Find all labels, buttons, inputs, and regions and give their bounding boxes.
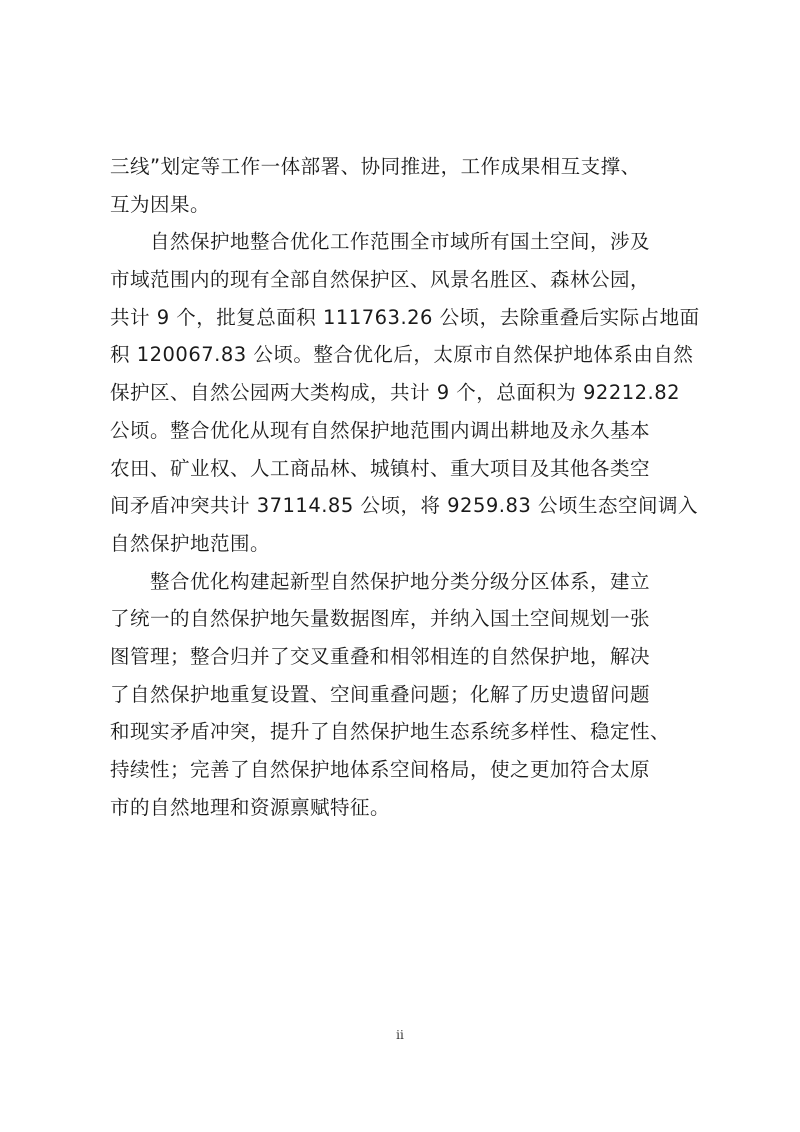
- paragraph-2-line-8: 间矛盾冲突共计 37114.85 公顷，将 9259.83 公顷生态空间调入: [110, 494, 698, 518]
- paragraph-2-line-9: 自然保护地范围。: [110, 531, 271, 555]
- paragraph-3-line-4: 了自然保护地重复设置、空间重叠问题；化解了历史遗留问题: [110, 682, 651, 706]
- paragraph-3-line-6: 持续性；完善了自然保护地体系空间格局，使之更加符合太原: [110, 758, 651, 781]
- page-number: ii: [396, 1028, 404, 1042]
- paragraph-3-line-1: 整合优化构建起新型自然保护地分类分级分区体系，建立: [150, 569, 651, 593]
- paragraph-2-line-4: 积 120067.83 公顷。整合优化后，太原市自然保护地体系由自然: [110, 343, 694, 367]
- paragraph-3-line-3: 图管理；整合归并了交叉重叠和相邻相连的自然保护地，解决: [110, 644, 651, 668]
- paragraph-1-line-2: 互为因果。: [110, 192, 211, 216]
- paragraph-2-line-2: 市域范围内的现有全部自然保护区、风景名胜区、森林公园，: [110, 268, 651, 292]
- paragraph-2-line-1: 自然保护地整合优化工作范围全市域所有国土空间，涉及: [150, 230, 651, 254]
- body-text: [110, 148, 700, 826]
- paragraph-3-line-5: 和现实矛盾冲突，提升了自然保护地生态系统多样性、稳定性、: [110, 720, 671, 744]
- paragraph-1-line-1: 三线”划定等工作一体部署、协同推进，工作成果相互支撑、: [110, 155, 641, 178]
- paragraph-3-line-7: 市的自然地理和资源禀赋特征。: [110, 795, 391, 819]
- paragraph-3-line-2: 了统一的自然保护地矢量数据图库，并纳入国土空间规划一张: [110, 607, 651, 631]
- paragraph-2-line-5: 保护区、自然公园两大类构成，共计 9 个，总面积为 92212.82: [110, 381, 681, 405]
- paragraph-2-line-3: 共计 9 个，批复总面积 111763.26 公顷，去除重叠后实际占地面: [110, 305, 700, 329]
- paragraph-2-line-7: 农田、矿业权、人工商品林、城镇村、重大项目及其他各类空: [110, 456, 651, 480]
- paragraph-2-line-6: 公顷。整合优化从现有自然保护地范围内调出耕地及永久基本: [110, 418, 651, 442]
